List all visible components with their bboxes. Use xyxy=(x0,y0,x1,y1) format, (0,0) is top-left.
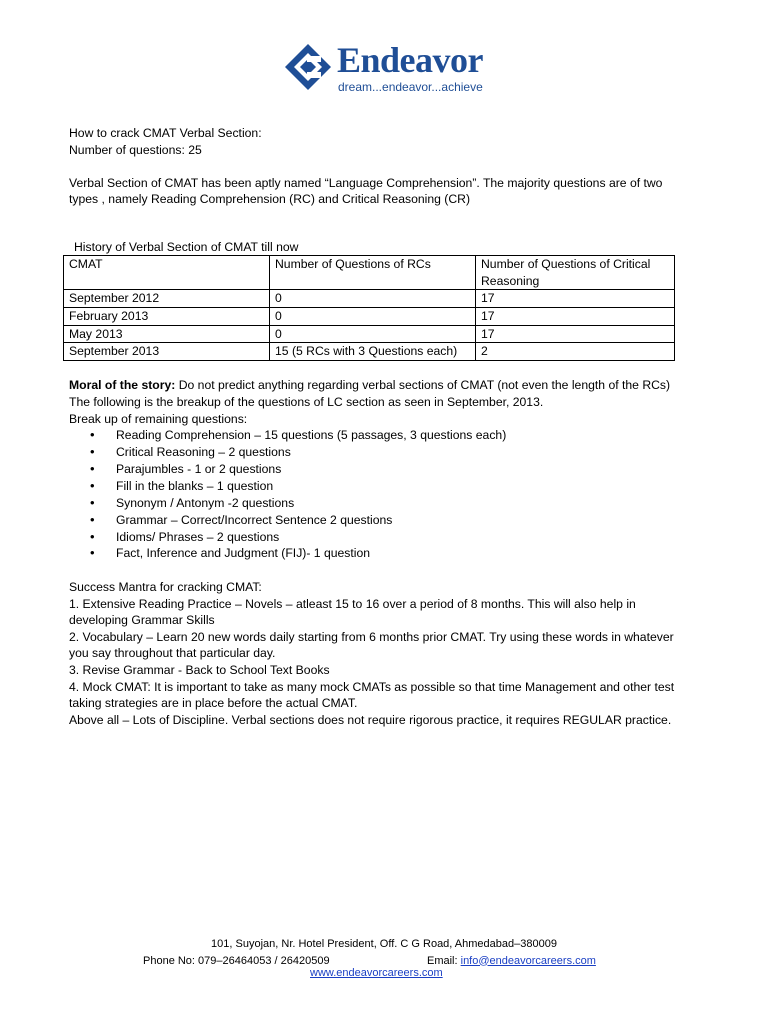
breakup-label: Break up of remaining questions: xyxy=(69,411,248,426)
list-item: • Idioms/ Phrases – 2 questions xyxy=(69,529,681,546)
company-logo xyxy=(283,40,493,98)
page-footer xyxy=(0,936,768,979)
list-item: • Reading Comprehension – 15 questions (5 passages, 3 questions each) xyxy=(69,427,681,444)
footer-email-label: Email: xyxy=(427,954,458,967)
footer-address: 101, Suyojan, Nr. Hotel President, Off. C G Road, Ahmedabad–380009 xyxy=(211,938,557,950)
logo-brand-name: Endeavor xyxy=(337,40,484,80)
table-cell: May 2013 xyxy=(64,325,270,343)
footer-website-link[interactable]: www.endeavorcareers.com xyxy=(310,967,443,979)
table-cell: 15 (5 RCs with 3 Questions each) xyxy=(270,343,476,361)
history-caption: History of Verbal Section of CMAT till now xyxy=(74,239,299,254)
mantra-title: Success Mantra for cracking CMAT: xyxy=(69,579,262,594)
moral-paragraph xyxy=(69,377,681,394)
intro-paragraph: Verbal Section of CMAT has been aptly named “Language Comprehension”. The majority questions are of two types , namely Reading Comprehension (RC) and Critical Reasoning (CR) xyxy=(69,175,663,207)
table-cell: 0 xyxy=(270,290,476,308)
mantra-item: 1. Extensive Reading Practice – Novels – atleast 15 to 16 over a period of 8 months. This will also help in developing Grammar Skills xyxy=(69,596,636,628)
table-header-row xyxy=(64,256,675,290)
list-item: • Fill in the blanks – 1 question xyxy=(69,478,681,495)
table-row xyxy=(64,325,675,343)
logo-tagline: dream...endeavor...achieve xyxy=(338,80,483,94)
table-cell: 17 xyxy=(476,290,675,308)
list-item: • Grammar – Correct/Incorrect Sentence 2 questions xyxy=(69,512,681,529)
footer-email-group xyxy=(427,953,596,970)
list-item: • Critical Reasoning – 2 questions xyxy=(69,444,681,461)
list-item: • Parajumbles - 1 or 2 questions xyxy=(69,461,681,478)
moral-text: Do not predict anything regarding verbal sections of CMAT (not even the length of the RCs) xyxy=(175,378,671,393)
table-cell: 17 xyxy=(476,307,675,325)
list-item: • Synonym / Antonym -2 questions xyxy=(69,495,681,512)
table-cell: 0 xyxy=(270,325,476,343)
breakup-intro: The following is the breakup of the questions of LC section as seen in September, 2013. xyxy=(69,394,544,409)
mantra-closing: Above all – Lots of Discipline. Verbal sections does not require rigorous practice, it requires REGULAR practice. xyxy=(69,712,672,727)
table-cell: September 2012 xyxy=(64,290,270,308)
table-header-cell: Number of Questions of Critical Reasoning xyxy=(476,256,675,290)
moral-label: Moral of the story: xyxy=(69,378,176,393)
table-header-cell: CMAT xyxy=(64,256,270,290)
table-header-cell: Number of Questions of RCs xyxy=(270,256,476,290)
doc-title: How to crack CMAT Verbal Section: xyxy=(69,126,262,140)
table-cell: February 2013 xyxy=(64,307,270,325)
document-body xyxy=(69,125,681,728)
table-cell: September 2013 xyxy=(64,343,270,361)
table-cell: 17 xyxy=(476,325,675,343)
table-row xyxy=(64,343,675,361)
mantra-item: 2. Vocabulary – Learn 20 new words daily starting from 6 months prior CMAT. Try using these words in whatever you say throughout that particular day. xyxy=(69,629,674,661)
table-row xyxy=(64,290,675,308)
table-cell: 0 xyxy=(270,307,476,325)
table-row xyxy=(64,307,675,325)
question-breakup-list xyxy=(69,427,681,562)
table-cell: 2 xyxy=(476,343,675,361)
footer-phone: Phone No: 079–26464053 / 26420509 xyxy=(143,954,330,967)
question-count: Number of questions: 25 xyxy=(69,142,202,157)
mantra-item: 4. Mock CMAT: It is important to take as many mock CMATs as possible so that time Management and other test taking strategies are in place before the actual CMAT. xyxy=(69,679,675,711)
mantra-item: 3. Revise Grammar - Back to School Text Books xyxy=(69,662,330,677)
history-table xyxy=(63,255,675,361)
endeavor-diamond-icon xyxy=(283,42,333,92)
footer-email-link[interactable]: info@endeavorcareers.com xyxy=(460,954,596,967)
list-item: • Fact, Inference and Judgment (FIJ)- 1 question xyxy=(69,545,681,562)
